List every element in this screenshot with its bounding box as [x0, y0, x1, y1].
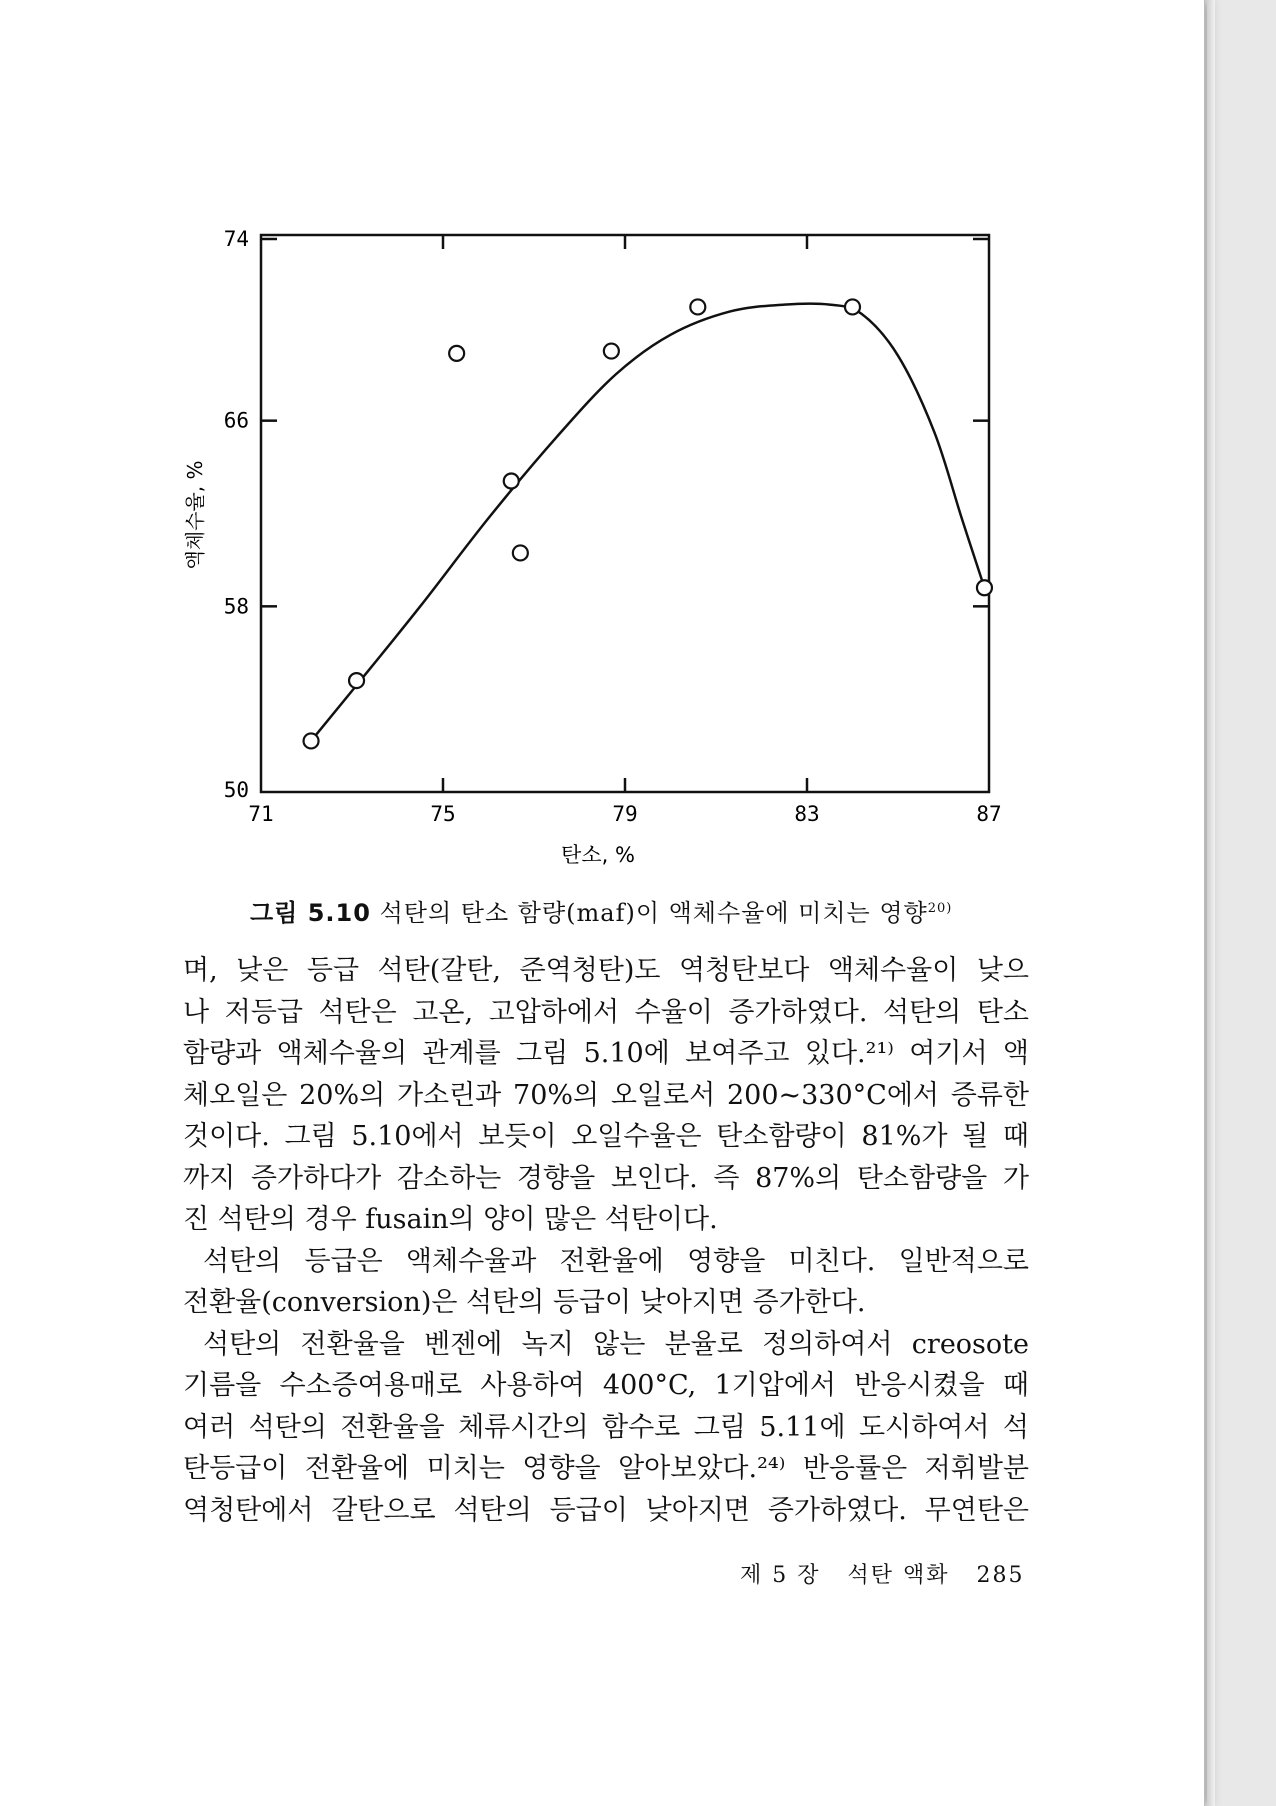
body-line: 함량과 액체수율의 관계를 그림 5.10에 보여주고 있다.²¹⁾ 여기서 액: [183, 1038, 1029, 1069]
body-line: 탄등급이 전환율에 미치는 영향을 알아보았다.²⁴⁾ 반응률은 저휘발분: [183, 1453, 1029, 1484]
body-line: 석탄의 등급은 액체수율과 전환율에 영향을 미친다. 일반적으로: [203, 1245, 1029, 1277]
x-tick-label: 87: [976, 802, 1002, 826]
body-line: 진 석탄의 경우 fusain의 양이 많은 석탄이다.: [183, 1204, 718, 1235]
page-footer: [740, 1558, 1024, 1589]
figure-caption: [250, 893, 952, 928]
data-point: [977, 580, 992, 595]
body-line: 며, 낮은 등급 석탄(갈탄, 준역청탄)도 역청탄보다 액체수율이 낮으: [183, 955, 1029, 986]
data-point: [349, 673, 364, 688]
body-line: 역청탄에서 갈탄으로 석탄의 등급이 낮아지면 증가하였다. 무연탄은: [183, 1494, 1029, 1526]
x-tick-label: 71: [248, 802, 274, 826]
x-tick-label: 75: [430, 802, 456, 826]
body-line: 체오일은 20%의 가소린과 70%의 오일로서 200~330°C에서 증류한: [183, 1079, 1029, 1111]
y-axis-label: 액체수율, %: [183, 460, 207, 570]
x-tick-labels: [248, 802, 1001, 826]
data-point: [845, 299, 860, 314]
page-edge: [1207, 0, 1215, 1806]
y-tick-label: 66: [223, 408, 249, 433]
figure-caption-ref: 20): [927, 901, 953, 916]
figure-caption-text: 석탄의 탄소 함량(maf)이 액체수율에 미치는 영향: [379, 899, 928, 927]
y-tick-labels: [224, 227, 249, 802]
body-line: 기름을 수소증여용매로 사용하여 400°C, 1기압에서 반응시켰을 때: [183, 1370, 1029, 1401]
x-axis-label: 탄소, %: [561, 843, 635, 867]
body-line: 나 저등급 석탄은 고온, 고압하에서 수율이 증가하였다. 석탄의 탄소: [183, 996, 1029, 1028]
body-line: 여러 석탄의 전환율을 체류시간의 함수로 그림 5.11에 도시하여서 석: [183, 1411, 1029, 1443]
body-line: 석탄의 전환율을 벤젠에 녹지 않는 분율로 정의하여서 creosote: [203, 1328, 1029, 1360]
data-point: [690, 299, 705, 314]
figure-label: 그림 5.10: [250, 899, 371, 927]
data-point: [304, 733, 319, 748]
body-text: [183, 950, 1029, 1531]
body-line: 것이다. 그림 5.10에서 보듯이 오일수율은 탄소함량이 81%가 될 때: [183, 1121, 1029, 1152]
chapter-title: 석탄 액화: [847, 1563, 950, 1588]
y-tick-label: 50: [223, 778, 249, 802]
axis-ticks: [261, 235, 989, 792]
data-points: [304, 299, 992, 748]
y-tick-label: 74: [223, 227, 249, 251]
plot-frame: [261, 235, 989, 792]
liquid-yield-chart: [180, 225, 1040, 885]
trend-curve: [311, 304, 984, 741]
data-point: [604, 344, 619, 359]
page-number: 285: [976, 1563, 1025, 1588]
y-tick-label: 58: [223, 594, 249, 619]
chapter-number: 제 5 장: [740, 1563, 821, 1588]
x-tick-label: 83: [794, 802, 820, 826]
body-line: 까지 증가하다가 감소하는 경향을 보인다. 즉 87%의 탄소함량을 가: [183, 1162, 1029, 1194]
data-point: [449, 346, 464, 361]
x-tick-label: 79: [612, 802, 638, 826]
data-point: [504, 474, 519, 489]
data-point: [513, 545, 528, 560]
body-line: 전환율(conversion)은 석탄의 등급이 낮아지면 증가한다.: [183, 1287, 866, 1318]
